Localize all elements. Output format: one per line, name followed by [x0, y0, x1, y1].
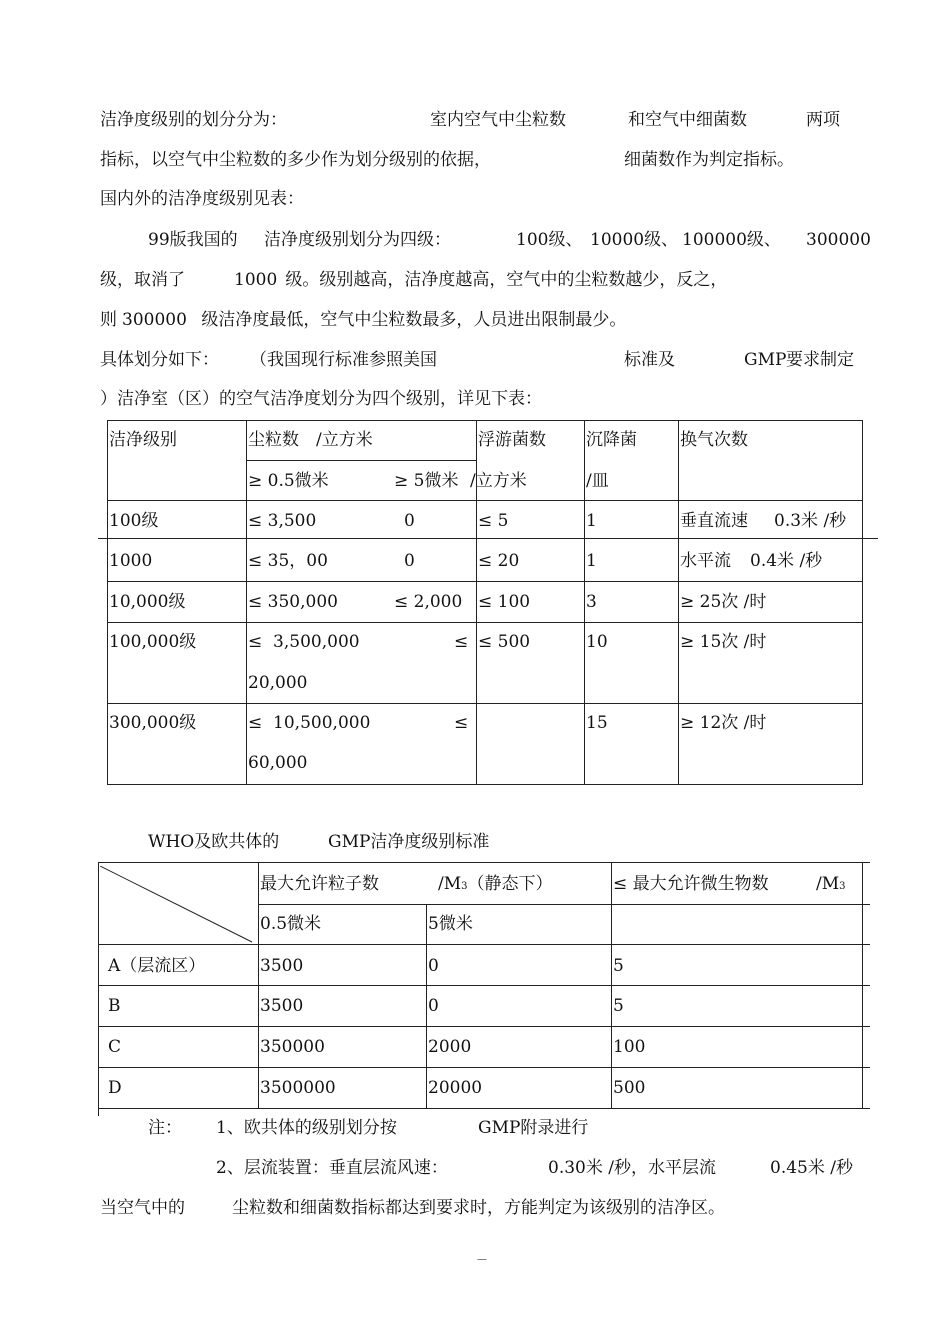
table-row-settle: 1 — [586, 551, 597, 571]
th-settle: 沉降菌 — [586, 430, 637, 450]
table-row-p5-cont: 20,000 — [248, 673, 308, 693]
table-row-p5: 0 — [428, 996, 439, 1016]
page-number: － — [476, 1253, 489, 1267]
para-line-7d: GMP — [744, 350, 787, 370]
th-level: 洁净级别 — [109, 430, 177, 450]
table-row-p5: 0 — [404, 551, 415, 571]
para-line-6a: 则 — [100, 310, 117, 330]
note-2c: 0.45米 /秒 — [770, 1158, 853, 1178]
table-row-airflow: 水平流 — [680, 551, 731, 571]
table-row-p05: 3500 — [260, 956, 304, 976]
para-line-3: 国内外的洁净度级别见表： — [100, 189, 304, 209]
table-row-p5: 20000 — [428, 1078, 483, 1098]
th-gt05: ≥ 0.5微米 — [248, 471, 329, 491]
table-row-p5-cont: 60,000 — [248, 753, 308, 773]
th-gt5: ≥ 5微米 — [394, 471, 459, 491]
table-row-settle: 15 — [586, 713, 608, 733]
para-line-4e: 100000级、 — [682, 230, 781, 250]
table-row-p05: ≤ 3,500,000 — [248, 632, 360, 652]
table-row-microbe: ≤ 100 — [478, 592, 531, 612]
table-row-airflow: ≥ 15次 /时 — [680, 632, 767, 652]
para-line-8: ）洁净室（区）的空气洁净度划分为四个级别，详见下表： — [100, 389, 542, 409]
para-line-7b: （我国现行标准参照美国 — [250, 350, 437, 370]
para-line-1a: 洁净度级别的划分分为： — [100, 110, 287, 130]
th2-gt5: 5微米 — [428, 914, 473, 934]
note-3a: 当空气中的 — [100, 1198, 185, 1218]
table-row-settle: 10 — [586, 632, 608, 652]
table-row-p5: 2000 — [428, 1037, 472, 1057]
table-row-level: D — [108, 1078, 122, 1098]
th-airflow: 换气次数 — [680, 430, 748, 450]
th-microbe: 浮游菌数 — [478, 430, 546, 450]
table-row-p05: 350000 — [260, 1037, 325, 1057]
note-2a: 2、层流装置：垂直层流风速： — [216, 1158, 448, 1178]
para-line-4f: 300000 — [806, 230, 871, 250]
table-row-airflow: ≥ 25次 /时 — [680, 592, 767, 612]
table-row-airflow: 垂直流速 — [680, 511, 748, 531]
para-line-5a: 级，取消了 — [100, 270, 185, 290]
table-row-microbe: 100 — [613, 1037, 646, 1057]
th-microbe-unit: /立方米 — [470, 471, 527, 491]
th2-microbe: ≤ 最大允许微生物数 — [613, 874, 769, 894]
table-row-airflow: ≥ 12次 /时 — [680, 713, 767, 733]
table-row-p05: ≤ 3,500 — [248, 511, 317, 531]
header-diagonal-line — [100, 866, 260, 946]
table-row-p05: ≤ 35，00 — [248, 551, 328, 571]
note-1b: GMP附录进行 — [478, 1118, 589, 1138]
table-row-level: A（层流区） — [108, 956, 206, 976]
table-row-level: B — [108, 996, 121, 1016]
note-3b: 尘粒数和细菌数指标都达到要求时，方能判定为该级别的洁净区。 — [232, 1198, 725, 1218]
table-row-microbe: ≤ 5 — [478, 511, 509, 531]
table-row-p5: ≤ — [454, 632, 469, 652]
th2-unit: /M3（静态下） — [438, 874, 553, 894]
table-row-level: 100级 — [109, 511, 159, 531]
table-row-level: 1000 — [109, 551, 153, 571]
para-line-5c: 级。级别越高，洁净度越高，空气中的尘粒数越少，反之， — [280, 270, 728, 290]
table-row-microbe: 5 — [613, 996, 624, 1016]
th-particles-unit: /立方米 — [316, 430, 373, 450]
para-line-2b: 细菌数作为判定指标。 — [624, 150, 794, 170]
table-row-microbe: ≤ 20 — [478, 551, 520, 571]
table-row-settle: 3 — [586, 592, 597, 612]
table-row-airflow-value: 0.3米 /秒 — [774, 511, 847, 531]
para-line-5b: 1000 — [234, 270, 278, 290]
table-row-microbe: 500 — [613, 1078, 646, 1098]
notes-label: 注： — [148, 1118, 182, 1138]
para-line-7c: 标准及 — [624, 350, 675, 370]
para-line-4d: 10000级、 — [590, 230, 679, 250]
table-row-p5: 0 — [428, 956, 439, 976]
table-row-p5: ≤ — [454, 713, 469, 733]
th2-gt05: 0.5微米 — [260, 914, 322, 934]
para-line-1b: 室内空气中尘粒数 — [430, 110, 566, 130]
para-line-6c: 级洁净度最低，空气中尘粒数最多，人员进出限制最少。 — [196, 310, 627, 330]
para-line-1c: 和空气中细菌数 — [628, 110, 747, 130]
table-row-p05: 3500000 — [260, 1078, 336, 1098]
table-row-airflow-value: 0.4米 /秒 — [750, 551, 823, 571]
table-row-p05: ≤ 10,500,000 — [248, 713, 371, 733]
table-row-level: 100,000级 — [109, 632, 197, 652]
th2-microbe-unit: /M3 — [816, 874, 846, 894]
para-line-7a: 具体划分如下： — [100, 350, 219, 370]
table-row-p05: ≤ 350,000 — [248, 592, 338, 612]
table-row-microbe: ≤ 500 — [478, 632, 531, 652]
para-line-4c: 100级、 — [516, 230, 583, 250]
table-row-settle: 1 — [586, 511, 597, 531]
table-row-p5: ≤ 2,000 — [394, 592, 463, 612]
table-row-level: C — [108, 1037, 122, 1057]
para-line-1d: 两项 — [806, 110, 840, 130]
table-row-p5: 0 — [404, 511, 415, 531]
table-row-level: 300,000级 — [109, 713, 197, 733]
table-row-p05: 3500 — [260, 996, 304, 1016]
th2-max: 最大允许粒子数 — [260, 874, 379, 894]
who-caption-b: GMP洁净度级别标准 — [328, 832, 490, 852]
para-line-2a: 指标，以空气中尘粒数的多少作为划分级别的依据， — [100, 150, 491, 170]
para-line-6b: 300000 — [122, 310, 187, 330]
note-1a: 1、欧共体的级别划分按 — [216, 1118, 397, 1138]
para-line-4a: 99版我国的 — [148, 230, 238, 250]
th-particles: 尘粒数 — [248, 430, 299, 450]
para-line-7e: 要求制定 — [786, 350, 854, 370]
table-row-level: 10,000级 — [109, 592, 186, 612]
th-settle-unit: /皿 — [586, 471, 609, 491]
table-row-microbe: 5 — [613, 956, 624, 976]
para-line-4b: 洁净度级别划分为四级： — [264, 230, 451, 250]
note-2b: 0.30米 /秒，水平层流 — [548, 1158, 716, 1178]
who-caption-a: WHO及欧共体的 — [148, 832, 280, 852]
